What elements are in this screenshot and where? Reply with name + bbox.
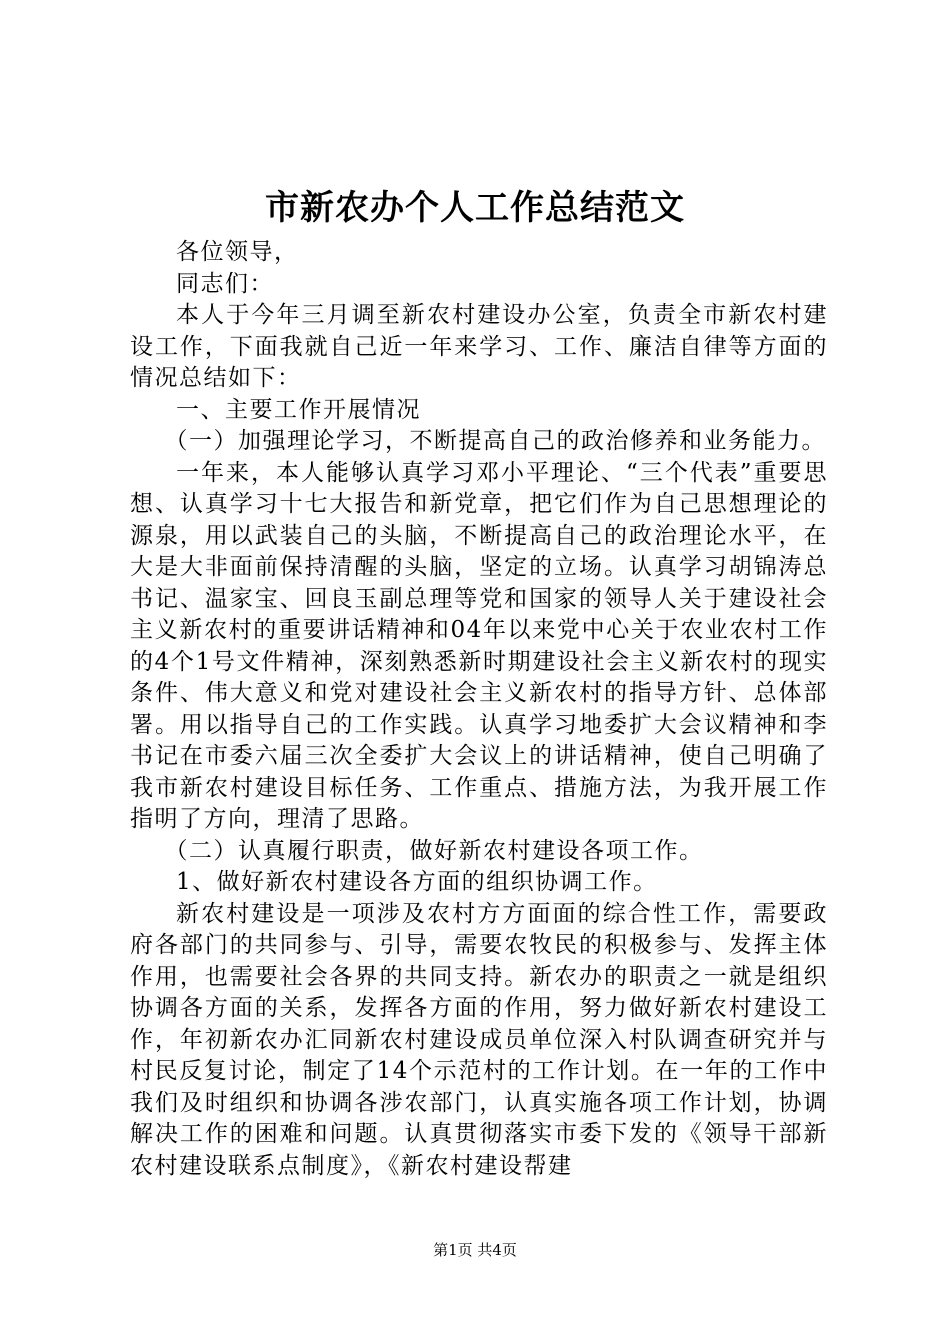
study-paragraph: 一年来，本人能够认真学习邓小平理论、“三个代表”重要思想、认真学习十七大报告和新党章，把它们作为自己思想理论的源泉，用以武装自己的头脑，不断提高自己的政治理论水平，在大是大非面前保持清醒的头脑，坚定的立场。认真学习胡锦涛总书记、温家宝、回良玉副总理等党和国家的领导人关于建设社会主义新农村的重要讲话精神和04年以来党中心关于农业农村工作的4个1号文件精神，深刻熟悉新时期建设社会主义新农村的现实条件、伟大意义和党对建设社会主义新农村的指导方针、总体部署。用以指导自己的工作实践。认真学习地委扩大会议精神和李书记在市委六届三次全委扩大会议上的讲话精神，使自己明确了我市新农村建设目标任务、工作重点、措施方法，为我开展工作指明了方向，理清了思路。 <box>130 459 828 832</box>
coordination-paragraph: 新农村建设是一项涉及农村方方面面的综合性工作，需要政府各部门的共同参与、引导，需要农牧民的积极参与、发挥主体作用，也需要社会各界的共同支持。新农办的职责之一就是组织协调各方面的关系，发挥各方面的作用，努力做好新农村建设工作，年初新农办汇同新农村建设成员单位深入村队调查研究并与村民反复讨论，制定了14个示范村的工作计划。在一年的工作中我们及时组织和协调各涉农部门，认真实施各项工作计划，协调解决工作的困难和问题。认真贯彻落实市委下发的《领导干部新农村建设联系点制度》，《新农村建设帮建 <box>130 900 828 1179</box>
document-title: 市新农办个人工作总结范文 <box>265 188 685 228</box>
salutation-comrades: 同志们： <box>176 270 274 297</box>
document-body <box>130 237 828 1182</box>
page-footer: 第1页 共4页 <box>433 1241 517 1259</box>
intro-paragraph: 本人于今年三月调至新农村建设办公室，负责全市新农村建设工作，下面我就自己近一年来学习、工作、廉洁自律等方面的情况总结如下： <box>130 302 828 391</box>
section-heading-1: 一、主要工作开展情况 <box>176 396 421 423</box>
subsection-heading-1: （一）加强理论学习，不断提高自己的政治修养和业务能力。 <box>164 428 826 454</box>
subsection-heading-2: （二）认真履行职责，做好新农村建设各项工作。 <box>164 837 704 864</box>
item-heading-1: 1、做好新农村建设各方面的组织协调工作。 <box>176 869 658 895</box>
salutation-leaders: 各位领导， <box>176 239 299 265</box>
